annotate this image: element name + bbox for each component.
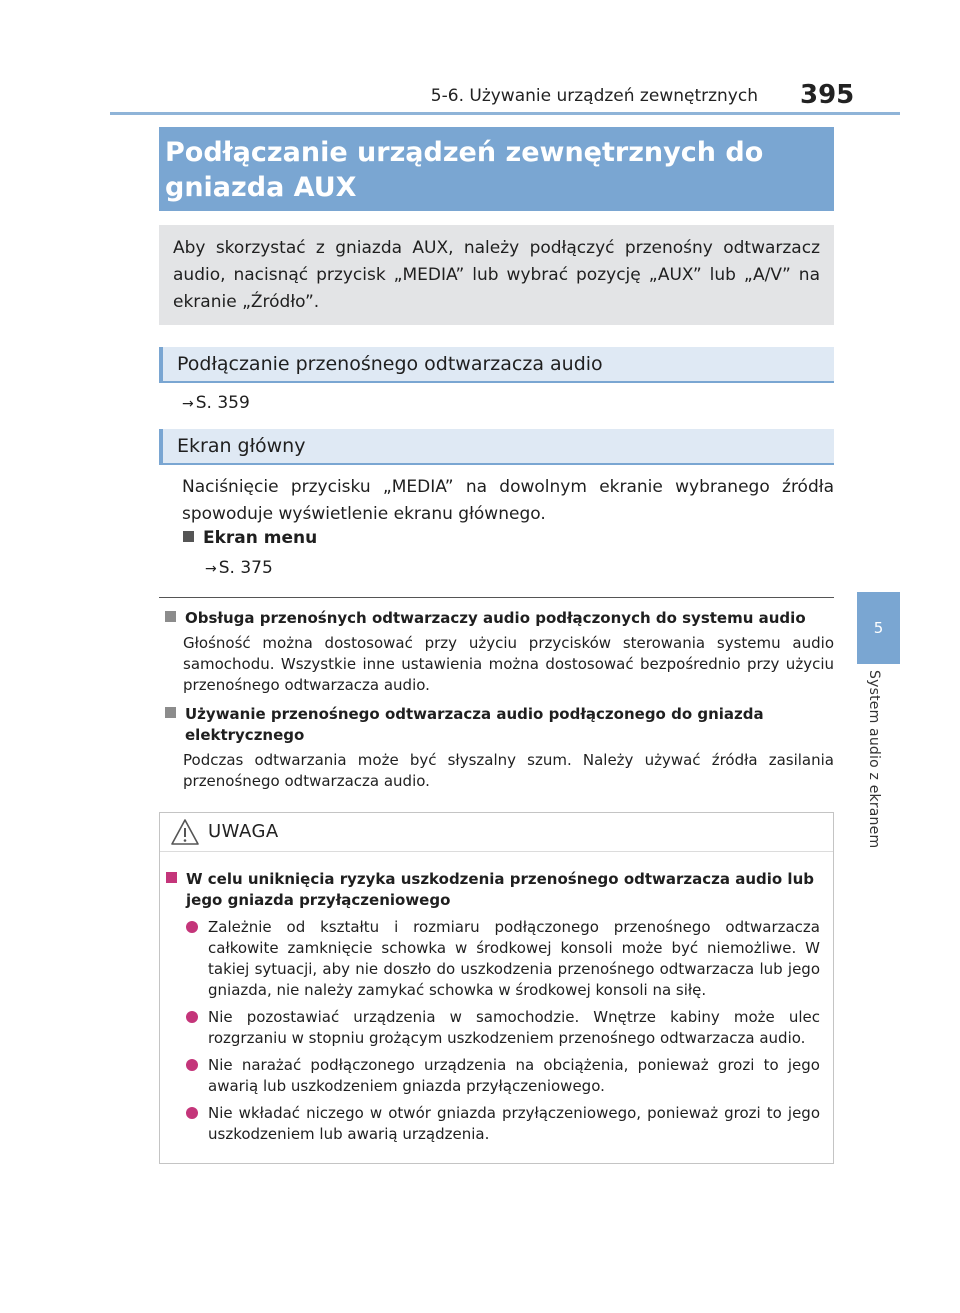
chapter-label-container — [858, 670, 898, 870]
warning-subtitle — [166, 869, 841, 911]
warning-item-text: Nie narażać podłączonego urządzenia na obciążenia, ponieważ grozi to jego awarią lub uszkodzeniem gniazda przyłączeniowego. — [208, 1056, 820, 1095]
info-note — [165, 704, 834, 792]
warning-item-text: Nie wkładać niczego w otwór gniazda przyłączeniowego, ponieważ grozi to jego uszkodzeniem lub awarią urządzenia. — [208, 1104, 820, 1143]
right-arrow-icon: → — [182, 396, 194, 412]
subheading-main-screen: Ekran główny — [159, 429, 834, 465]
warning-item — [180, 1007, 820, 1049]
warning-triangle-icon — [170, 818, 200, 846]
note-body: Podczas odtwarzania może być słyszalny szum. Należy używać źródła zasilania przenośnego odtwarzacza audio. — [183, 751, 834, 790]
header-rule — [110, 112, 900, 115]
page-number: 395 — [800, 80, 855, 110]
note-title: Używanie przenośnego odtwarzacza audio podłączonego do gniazda elektrycznego — [185, 705, 764, 744]
page-reference-text: S. 359 — [195, 393, 250, 413]
warning-item — [180, 1055, 820, 1097]
warning-list — [180, 917, 820, 1151]
page-reference[interactable] — [182, 393, 250, 413]
square-bullet-icon — [165, 611, 176, 622]
page-reference[interactable] — [205, 558, 273, 578]
warning-title: UWAGA — [208, 821, 279, 842]
menu-screen-item — [183, 528, 317, 548]
warning-subtitle-text: W celu uniknięcia ryzyka uszkodzenia przenośnego odtwarzacza audio lub jego gniazda przyłączeniowego — [186, 870, 814, 909]
running-header-section: 5-6. Używanie urządzeń zewnętrznych — [430, 86, 758, 106]
warning-item — [180, 917, 820, 1001]
warning-header — [160, 813, 833, 852]
note-title: Obsługa przenośnych odtwarzaczy audio podłączonych do systemu audio — [185, 609, 806, 627]
square-bullet-icon — [166, 872, 177, 883]
chapter-number: 5 — [873, 619, 884, 637]
warning-item — [180, 1103, 820, 1145]
bullet-dot-icon — [186, 1107, 198, 1119]
warning-item-text: Nie pozostawiać urządzenia w samochodzie. Wnętrze kabiny może ulec rozgrzaniu w stopniu grożącym uszkodzeniem przenośnego odtwarzacza audio. — [208, 1008, 820, 1047]
chapter-label: System audio z ekranem — [866, 670, 882, 849]
page-title: Podłączanie urządzeń zewnętrznych do gniazda AUX — [159, 127, 834, 211]
right-arrow-icon: → — [205, 561, 217, 577]
main-screen-paragraph: Naciśnięcie przycisku „MEDIA” na dowolnym ekranie wybranego źródła spowoduje wyświetlenie ekranu głównego. — [182, 477, 834, 524]
note-body: Głośność można dostosować przy użyciu przycisków sterowania systemu audio samochodu. Wszystkie inne ustawienia można dostosować bezpośrednio przy użyciu przenośnego odtwarzacza audio. — [183, 634, 834, 694]
section-divider — [159, 597, 834, 598]
bullet-dot-icon — [186, 921, 198, 933]
intro-box: Aby skorzystać z gniazda AUX, należy podłączyć przenośny odtwarzacz audio, nacisnąć przycisk „MEDIA” lub wybrać pozycję „AUX” lub „A/V” na ekranie „Źródło”. — [159, 225, 834, 325]
subheading-connect-player: Podłączanie przenośnego odtwarzacza audio — [159, 347, 834, 383]
chapter-tab — [857, 592, 900, 664]
warning-item-text: Zależnie od kształtu i rozmiaru podłączonego przenośnego odtwarzacza całkowite zamknięcie schowka w środkowej konsoli może być niemożliwe. W takiej sytuacji, aby nie doszło do uszkodzenia przenośnego odtwarzacza lub jego gniazda, nie należy zamykać schowka w środkowej konsoli na siłę. — [208, 918, 820, 999]
bullet-dot-icon — [186, 1059, 198, 1071]
square-bullet-icon — [183, 531, 194, 542]
page-reference-text: S. 375 — [218, 558, 273, 578]
square-bullet-icon — [165, 707, 176, 718]
info-note — [165, 608, 834, 696]
menu-screen-label: Ekran menu — [203, 528, 318, 548]
warning-box — [159, 812, 834, 1164]
bullet-dot-icon — [186, 1011, 198, 1023]
